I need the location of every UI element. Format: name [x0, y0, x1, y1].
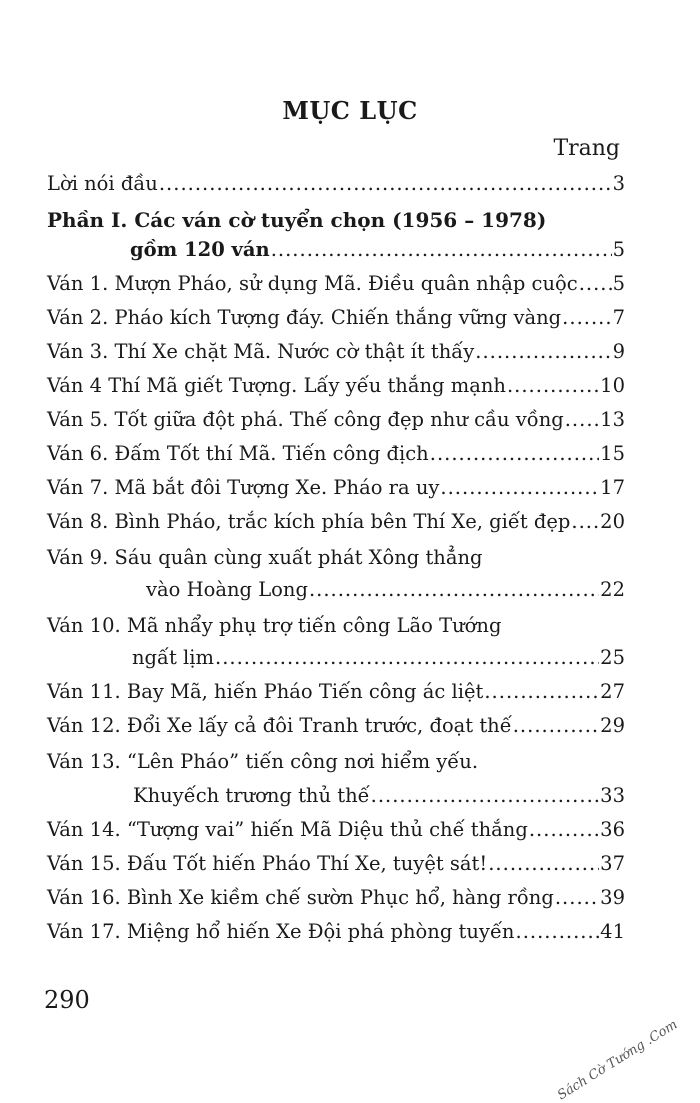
toc-entry — [47, 476, 625, 510]
toc-entry — [47, 920, 625, 954]
leader-dots — [440, 476, 599, 499]
leader-dots — [215, 646, 599, 669]
toc-entry — [47, 306, 625, 340]
toc-entry-page: 22 — [600, 578, 625, 601]
toc-entry — [47, 510, 625, 544]
toc-entry-label: Ván 11. Bay Mã, hiến Pháo Tiến công ác liệt — [47, 680, 484, 703]
toc-entry — [47, 818, 625, 852]
leader-dots — [430, 442, 599, 465]
toc-entry-preface — [47, 172, 625, 206]
leader-dots — [565, 408, 599, 431]
toc-entry-page: 25 — [600, 646, 625, 669]
watermark: Sách Cờ Tướng .Com — [554, 1017, 680, 1103]
toc-entry-label: Ván 12. Đổi Xe lấy cả đôi Tranh trước, đoạt thế — [47, 714, 512, 737]
toc-entry-page: 17 — [600, 476, 625, 499]
toc-entry-label: Ván 1. Mượn Pháo, sử dụng Mã. Điều quân nhập cuộc — [47, 272, 578, 295]
toc-entry-label: Ván 2. Pháo kích Tượng đáy. Chiến thắng vững vàng — [47, 306, 562, 329]
toc-entry-page: 7 — [612, 306, 625, 329]
page-number: 290 — [44, 986, 90, 1014]
leader-dots — [484, 680, 599, 703]
toc-entry-label: Ván 5. Tốt giữa đột phá. Thế công đẹp như cầu vồng — [47, 408, 564, 431]
toc-entry-page: 29 — [600, 714, 625, 737]
toc-part-heading: Phần I. Các ván cờ tuyển chọn (1956 – 1978) — [47, 208, 547, 232]
page-title: MỤC LỤC — [282, 96, 418, 125]
toc-entry-page: 10 — [600, 374, 625, 397]
toc-entry-line1: Ván 9. Sáu quân cùng xuất phát Xông thẳng — [47, 546, 483, 569]
leader-dots — [513, 714, 599, 737]
toc-entry — [47, 408, 625, 442]
toc-entry — [47, 340, 625, 374]
leader-dots — [309, 578, 599, 601]
toc-entry-label: Ván 16. Bình Xe kiềm chế sườn Phục hổ, hàng rồng — [47, 886, 554, 909]
toc-entry — [132, 646, 625, 680]
toc-entry — [133, 784, 625, 818]
toc-entry-page: 13 — [600, 408, 625, 431]
toc-entry-page: 33 — [600, 784, 625, 807]
toc-entry-label: Khuyếch trương thủ thế — [133, 784, 370, 807]
toc-entry-label: Ván 4 Thí Mã giết Tượng. Lấy yếu thắng mạnh — [47, 374, 506, 397]
toc-entry — [47, 714, 625, 748]
toc-entry-label: Ván 14. “Tượng vai” hiến Mã Diệu thủ chế thắng — [47, 818, 528, 841]
toc-entry-label: ngất lịm — [132, 646, 214, 669]
leader-dots — [516, 920, 600, 943]
leader-dots — [159, 172, 612, 195]
toc-entry — [47, 442, 625, 476]
toc-entry — [47, 374, 625, 408]
toc-entry-label: Ván 3. Thí Xe chặt Mã. Nước cờ thật ít thấy — [47, 340, 475, 363]
leader-dots — [562, 306, 611, 329]
toc-entry-label: Ván 8. Bình Pháo, trắc kích phía bên Thí Xe, giết đẹp — [47, 510, 571, 533]
toc-entry-label: vào Hoàng Long — [146, 578, 308, 601]
toc-entry-line1: Ván 13. “Lên Pháo” tiến công nơi hiểm yếu. — [47, 750, 479, 773]
toc-entry-label: Lời nói đầu — [47, 172, 158, 195]
toc-entry-page: 20 — [600, 510, 625, 533]
toc-entry-page: 39 — [600, 886, 625, 909]
toc-entry — [47, 272, 625, 306]
toc-entry-page: 37 — [600, 852, 625, 875]
leader-dots — [507, 374, 599, 397]
toc-entry-page: 36 — [600, 818, 625, 841]
toc-entry-label: Ván 15. Đấu Tốt hiến Pháo Thí Xe, tuyệt sát! — [47, 852, 488, 875]
leader-dots — [579, 272, 612, 295]
leader-dots — [555, 886, 599, 909]
toc-entry-page: 27 — [600, 680, 625, 703]
leader-dots — [529, 818, 599, 841]
toc-entry-label: Ván 17. Miệng hổ hiến Xe Đội phá phòng tuyến — [47, 920, 515, 943]
toc-part-heading-cont — [130, 238, 625, 272]
leader-dots — [475, 340, 611, 363]
toc-entry-page: 15 — [600, 442, 625, 465]
toc-entry-page: 9 — [612, 340, 625, 363]
toc-entry-page: 5 — [612, 272, 625, 295]
toc-entry — [47, 852, 625, 886]
toc-entry-label: Ván 7. Mã bắt đôi Tượng Xe. Pháo ra uy — [47, 476, 440, 499]
toc-entry-page: 41 — [600, 920, 625, 943]
page-column-label: Trang — [553, 136, 620, 161]
toc-entry-label: gồm 120 ván — [130, 238, 270, 261]
toc-entry-page: 3 — [612, 172, 625, 195]
toc-entry-page: 5 — [612, 238, 625, 261]
leader-dots — [488, 852, 599, 875]
toc-entry — [47, 680, 625, 714]
toc-entry — [47, 886, 625, 920]
toc-entry-line1: Ván 10. Mã nhẩy phụ trợ tiến công Lão Tướng — [47, 614, 502, 637]
leader-dots — [371, 784, 600, 807]
toc-entry-label: Ván 6. Đấm Tốt thí Mã. Tiến công địch — [47, 442, 429, 465]
leader-dots — [571, 510, 599, 533]
leader-dots — [271, 238, 612, 261]
toc-entry — [146, 578, 625, 612]
